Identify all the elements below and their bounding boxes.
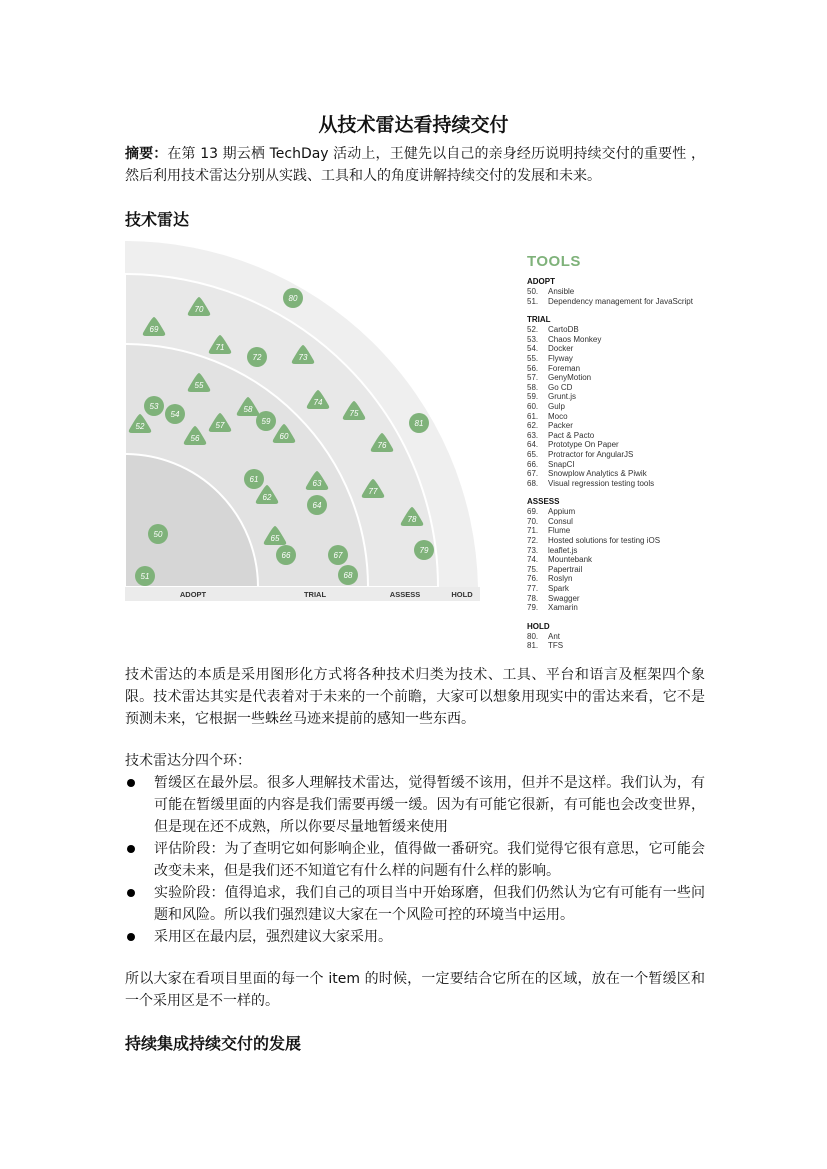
blip-61 (244, 469, 264, 489)
tools-item-number: 67. (527, 469, 539, 479)
blip-50 (148, 524, 168, 544)
blip-number: 69 (149, 325, 159, 334)
blip-81 (409, 413, 429, 433)
ring-label-adopt: ADOPT (179, 590, 207, 599)
blip-number: 57 (215, 421, 225, 430)
tools-group-heading: TRIAL (527, 315, 551, 325)
bullet-text: 采用区在最内层，强烈建议大家采用。 (154, 929, 392, 945)
blip-number: 66 (281, 551, 291, 560)
tools-item-label: Dependency management for JavaScript (548, 296, 693, 306)
tools-item (527, 536, 717, 546)
blip-number: 74 (313, 398, 323, 407)
ring-label-bar (125, 587, 480, 601)
blip-number: 63 (312, 479, 322, 488)
bullet-icon (127, 845, 135, 853)
tools-group-trial (527, 315, 717, 488)
abstract-text: 在第 13 期云栖 TechDay 活动上，王健先以自己的亲身经历说明持续交付的重要性 ，然后利用技术雷达分别从实践、工具和人的角度讲解持续交付的发展和未来。 (125, 146, 705, 184)
tools-item-number: 64. (527, 440, 539, 450)
tools-item-label: leaflet.js (548, 545, 578, 555)
tools-item-label: Spark (548, 584, 569, 594)
tools-item-number: 70. (527, 516, 539, 526)
tools-item-label: Appium (548, 507, 576, 517)
tools-item-number: 77. (527, 584, 539, 594)
abstract-lead: 摘要： (125, 146, 168, 162)
tools-item-label: Hosted solutions for testing iOS (548, 536, 661, 546)
blip-80 (283, 288, 303, 308)
tools-item-number: 56. (527, 363, 539, 373)
tools-item-label: Docker (548, 344, 574, 354)
list-item (125, 772, 705, 838)
tools-item (527, 460, 717, 470)
tools-item-label: Papertrail (548, 564, 583, 574)
tools-item-number: 57. (527, 373, 539, 383)
tools-item-number: 51. (527, 296, 539, 306)
tools-item (527, 594, 717, 604)
blip-53 (144, 396, 164, 416)
tools-group-heading: HOLD (527, 621, 550, 631)
tools-item (527, 584, 717, 594)
tools-item (527, 565, 717, 575)
blip-number: 77 (368, 487, 378, 496)
tools-group-assess (527, 497, 717, 613)
blip-number: 71 (215, 343, 225, 352)
list-item (125, 926, 705, 948)
tools-item-number: 81. (527, 641, 539, 651)
blip-number: 56 (190, 434, 200, 443)
tools-item-number: 78. (527, 593, 539, 603)
blip-66 (276, 545, 296, 565)
tools-item-label: Mountebank (548, 555, 593, 565)
tools-item-label: SnapCI (548, 459, 575, 469)
tools-item-number: 72. (527, 536, 539, 546)
tools-group-hold (527, 622, 717, 651)
bullet-icon (127, 933, 135, 941)
tools-item (527, 632, 717, 642)
tools-item (527, 344, 717, 354)
blip-number: 76 (377, 441, 387, 450)
tools-item (527, 546, 717, 556)
tools-item (527, 440, 717, 450)
tools-item (527, 517, 717, 527)
blip-number: 81 (414, 419, 424, 428)
tools-item-label: Flume (548, 526, 571, 536)
blip-number: 51 (140, 572, 150, 581)
tools-item-number: 65. (527, 449, 539, 459)
tools-item (527, 402, 717, 412)
tools-item-label: Packer (548, 421, 573, 431)
blip-number: 53 (149, 402, 159, 411)
tools-item (527, 383, 717, 393)
tools-item-label: Flyway (548, 353, 573, 363)
rings-list (125, 772, 705, 948)
blip-number: 70 (194, 305, 204, 314)
tools-item-label: Consul (548, 516, 573, 526)
blip-number: 59 (261, 417, 271, 426)
bullet-text: 实验阶段：值得追求，我们自己的项目当中开始琢磨，但我们仍然认为它有可能有一些问题和风险。所以我们强烈建议大家在一个风险可控的环境当中运用。 (154, 885, 705, 923)
tools-item (527, 421, 717, 431)
tools-item (527, 325, 717, 335)
tools-item-label: Prototype On Paper (548, 440, 619, 450)
blip-number: 52 (135, 422, 145, 431)
blip-number: 78 (407, 515, 417, 524)
blip-64 (307, 495, 327, 515)
tools-item-label: Snowplow Analytics & Piwik (548, 469, 647, 479)
tools-item (527, 555, 717, 565)
tools-item (527, 431, 717, 441)
tools-item-label: Foreman (548, 363, 581, 373)
tools-legend (527, 253, 717, 660)
conclusion-paragraph: 所以大家在看项目里面的每一个 item 的时候，一定要结合它所在的区域，放在一个暂缓区和一个采用区是不一样的。 (125, 971, 705, 1009)
tech-radar-figure (125, 241, 480, 601)
ring-label-assess: ASSESS (389, 590, 421, 599)
tools-item (527, 479, 717, 489)
blip-number: 79 (419, 546, 429, 555)
tools-item (527, 641, 717, 651)
tools-item-label: Roslyn (548, 574, 573, 584)
blip-number: 80 (288, 294, 298, 303)
tools-item-label: Xamarin (548, 603, 578, 613)
tools-item (527, 373, 717, 383)
blip-number: 62 (262, 493, 272, 502)
tools-item (527, 526, 717, 536)
ring-label-hold: HOLD (451, 590, 473, 599)
list-item (125, 838, 705, 882)
blip-number: 73 (298, 353, 308, 362)
tools-item-label: Gulp (548, 401, 565, 411)
tools-group-adopt (527, 277, 717, 306)
bullet-icon (127, 889, 135, 897)
abstract (125, 143, 705, 187)
tools-item-number: 52. (527, 325, 539, 335)
blip-number: 67 (333, 551, 343, 560)
blip-number: 55 (194, 381, 204, 390)
tools-item-label: Chaos Monkey (548, 334, 602, 344)
tools-item (527, 354, 717, 364)
tools-item-number: 73. (527, 545, 539, 555)
tools-item (527, 603, 717, 613)
tools-item-number: 76. (527, 574, 539, 584)
tools-item (527, 392, 717, 402)
blip-72 (247, 347, 267, 367)
tools-item-label: Swagger (548, 593, 580, 603)
tools-item-number: 58. (527, 382, 539, 392)
tools-item-label: Grunt.js (548, 392, 577, 402)
blip-59 (256, 411, 276, 431)
tools-item-number: 60. (527, 401, 539, 411)
tools-item-number: 53. (527, 334, 539, 344)
tools-item-label: Protractor for AngularJS (548, 449, 634, 459)
tools-title: TOOLS (527, 253, 581, 270)
blip-number: 54 (170, 410, 180, 419)
tools-item (527, 335, 717, 345)
blip-number: 72 (252, 353, 262, 362)
tools-item-number: 80. (527, 631, 539, 641)
tools-item (527, 364, 717, 374)
page-title: 从技术雷达看持续交付 (318, 114, 509, 136)
tools-item-label: TFS (548, 641, 564, 651)
tools-item-number: 54. (527, 344, 539, 354)
blip-79 (414, 540, 434, 560)
tools-item-number: 79. (527, 603, 539, 613)
tools-item-label: Ansible (548, 287, 575, 296)
tools-item-number: 50. (527, 287, 539, 296)
tools-item-number: 71. (527, 526, 539, 536)
tools-group-heading: ADOPT (527, 277, 555, 286)
tools-group-heading: ASSESS (527, 497, 560, 507)
tools-item-number: 63. (527, 430, 539, 440)
section-heading-ci-cd: 持续集成持续交付的发展 (125, 1034, 302, 1053)
tools-item-number: 59. (527, 392, 539, 402)
tools-item (527, 574, 717, 584)
blip-number: 58 (243, 405, 253, 414)
blip-68 (338, 565, 358, 585)
tools-item-number: 69. (527, 507, 539, 517)
blip-number: 65 (270, 534, 280, 543)
tools-item-label: Pact & Pacto (548, 430, 595, 440)
tools-item-number: 74. (527, 555, 539, 565)
radar-chart (125, 241, 480, 601)
tools-item-label: Go CD (548, 382, 573, 392)
blip-51 (135, 566, 155, 586)
blip-number: 75 (349, 409, 359, 418)
tools-item-label: Visual regression testing tools (548, 478, 655, 488)
tools-item-number: 61. (527, 411, 539, 421)
tools-item (527, 297, 717, 307)
tools-item-label: Moco (548, 411, 568, 421)
tools-item (527, 450, 717, 460)
list-item (125, 882, 705, 926)
rings-intro: 技术雷达分四个环： (125, 753, 251, 769)
blip-number: 68 (343, 571, 353, 580)
tools-item-label: CartoDB (548, 325, 579, 335)
ring-label-trial: TRIAL (303, 590, 327, 599)
bullet-text: 暂缓区在最外层。很多人理解技术雷达，觉得暂缓不该用，但并不是这样。我们认为，有可能在暂缓里面的内容是我们需要再缓一缓。因为有可能它很新，有可能也会改变世界，但是现在还不成熟，所以你要尽量地暂缓来使用 (154, 775, 705, 835)
section-heading-radar: 技术雷达 (125, 210, 190, 229)
bullet-icon (127, 779, 135, 787)
blip-number: 50 (153, 530, 163, 539)
tools-item-number: 75. (527, 564, 539, 574)
tools-item (527, 412, 717, 422)
tools-item-number: 55. (527, 353, 539, 363)
tools-item-label: GenyMotion (548, 373, 592, 383)
blip-number: 60 (279, 432, 289, 441)
tools-item-label: Ant (548, 631, 561, 641)
blip-67 (328, 545, 348, 565)
radar-description: 技术雷达的本质是采用图形化方式将各种技术归类为技术、工具、平台和语言及框架四个象限。技术雷达其实是代表着对于未来的一个前瞻，大家可以想象用现实中的雷达来看，它不是预测未来，它根据一些蛛丝马迹来提前的感知一些东西。 (125, 667, 705, 727)
tools-item (527, 507, 717, 517)
tools-item-number: 66. (527, 459, 539, 469)
tools-item-number: 68. (527, 478, 539, 488)
blip-number: 64 (312, 501, 322, 510)
tools-item (527, 469, 717, 479)
tools-item-number: 62. (527, 421, 539, 431)
blip-54 (165, 404, 185, 424)
bullet-text: 评估阶段：为了查明它如何影响企业，值得做一番研究。我们觉得它很有意思，它可能会改变未来，但是我们还不知道它有什么样的问题有什么样的影响。 (154, 841, 705, 879)
tools-item (527, 287, 717, 297)
blip-number: 61 (249, 475, 259, 484)
